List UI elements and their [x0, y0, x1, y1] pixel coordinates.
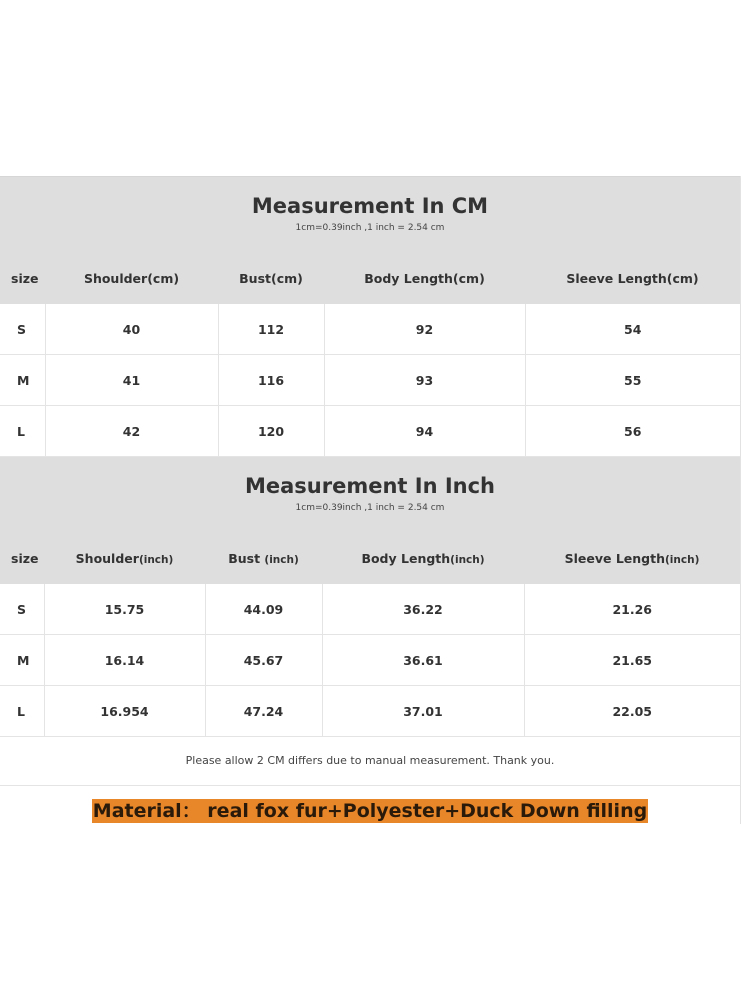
shoulder-cell: 41 [45, 355, 218, 406]
body-length-cell: 93 [324, 355, 525, 406]
bust-cell: 112 [218, 304, 324, 355]
sleeve-length-cell: 56 [525, 406, 740, 457]
inch-conversion-note: 1cm=0.39inch ,1 inch = 2.54 cm [295, 503, 445, 513]
table-row [0, 406, 740, 457]
cm-header-body-length: Body Length(cm) [324, 253, 525, 304]
cm-size-table [0, 253, 740, 457]
sleeve-length-cell: 21.26 [524, 584, 740, 635]
size-cell: M [0, 355, 45, 406]
table-row [0, 304, 740, 355]
shoulder-cell: 16.14 [44, 635, 205, 686]
body-length-cell: 94 [324, 406, 525, 457]
cm-header-size: size [0, 253, 45, 304]
shoulder-cell: 15.75 [44, 584, 205, 635]
cm-conversion-note: 1cm=0.39inch ,1 inch = 2.54 cm [295, 223, 445, 233]
cm-header-row [0, 253, 740, 304]
body-length-cell: 36.61 [322, 635, 524, 686]
material-text: Material： real fox fur+Polyester+Duck Down filling [92, 800, 648, 822]
table-row [0, 355, 740, 406]
body-length-cell: 36.22 [322, 584, 524, 635]
size-cell: L [0, 686, 44, 737]
cm-header-sleeve-length: Sleeve Length(cm) [525, 253, 740, 304]
inch-section-header [0, 457, 740, 533]
shoulder-cell: 16.954 [44, 686, 205, 737]
cm-section-header [0, 177, 740, 253]
sleeve-length-cell: 21.65 [524, 635, 740, 686]
size-cell: M [0, 635, 44, 686]
table-row [0, 635, 740, 686]
sleeve-length-cell: 54 [525, 304, 740, 355]
bust-cell: 45.67 [205, 635, 322, 686]
table-row [0, 686, 740, 737]
inch-size-table [0, 533, 740, 737]
size-cell: L [0, 406, 45, 457]
sleeve-length-cell: 22.05 [524, 686, 740, 737]
bust-cell: 120 [218, 406, 324, 457]
right-divider [740, 176, 741, 824]
inch-header-bust: Bust (inch) [205, 533, 322, 584]
body-length-cell: 37.01 [322, 686, 524, 737]
cm-title: Measurement In CM [251, 194, 489, 218]
body-length-cell: 92 [324, 304, 525, 355]
inch-header-sleeve-length: Sleeve Length(inch) [524, 533, 740, 584]
cm-header-shoulder: Shoulder(cm) [45, 253, 218, 304]
size-chart [0, 176, 740, 823]
measurement-disclaimer: Please allow 2 CM differs due to manual measurement. Thank you. [0, 737, 740, 786]
inch-header-row [0, 533, 740, 584]
material-banner [0, 786, 740, 823]
cm-header-bust: Bust(cm) [218, 253, 324, 304]
size-cell: S [0, 584, 44, 635]
bust-cell: 47.24 [205, 686, 322, 737]
table-row [0, 584, 740, 635]
bust-cell: 116 [218, 355, 324, 406]
bust-cell: 44.09 [205, 584, 322, 635]
inch-title: Measurement In Inch [244, 474, 496, 498]
size-cell: S [0, 304, 45, 355]
inch-header-shoulder: Shoulder(inch) [44, 533, 205, 584]
sleeve-length-cell: 55 [525, 355, 740, 406]
shoulder-cell: 42 [45, 406, 218, 457]
inch-header-size: size [0, 533, 44, 584]
shoulder-cell: 40 [45, 304, 218, 355]
inch-header-body-length: Body Length(inch) [322, 533, 524, 584]
